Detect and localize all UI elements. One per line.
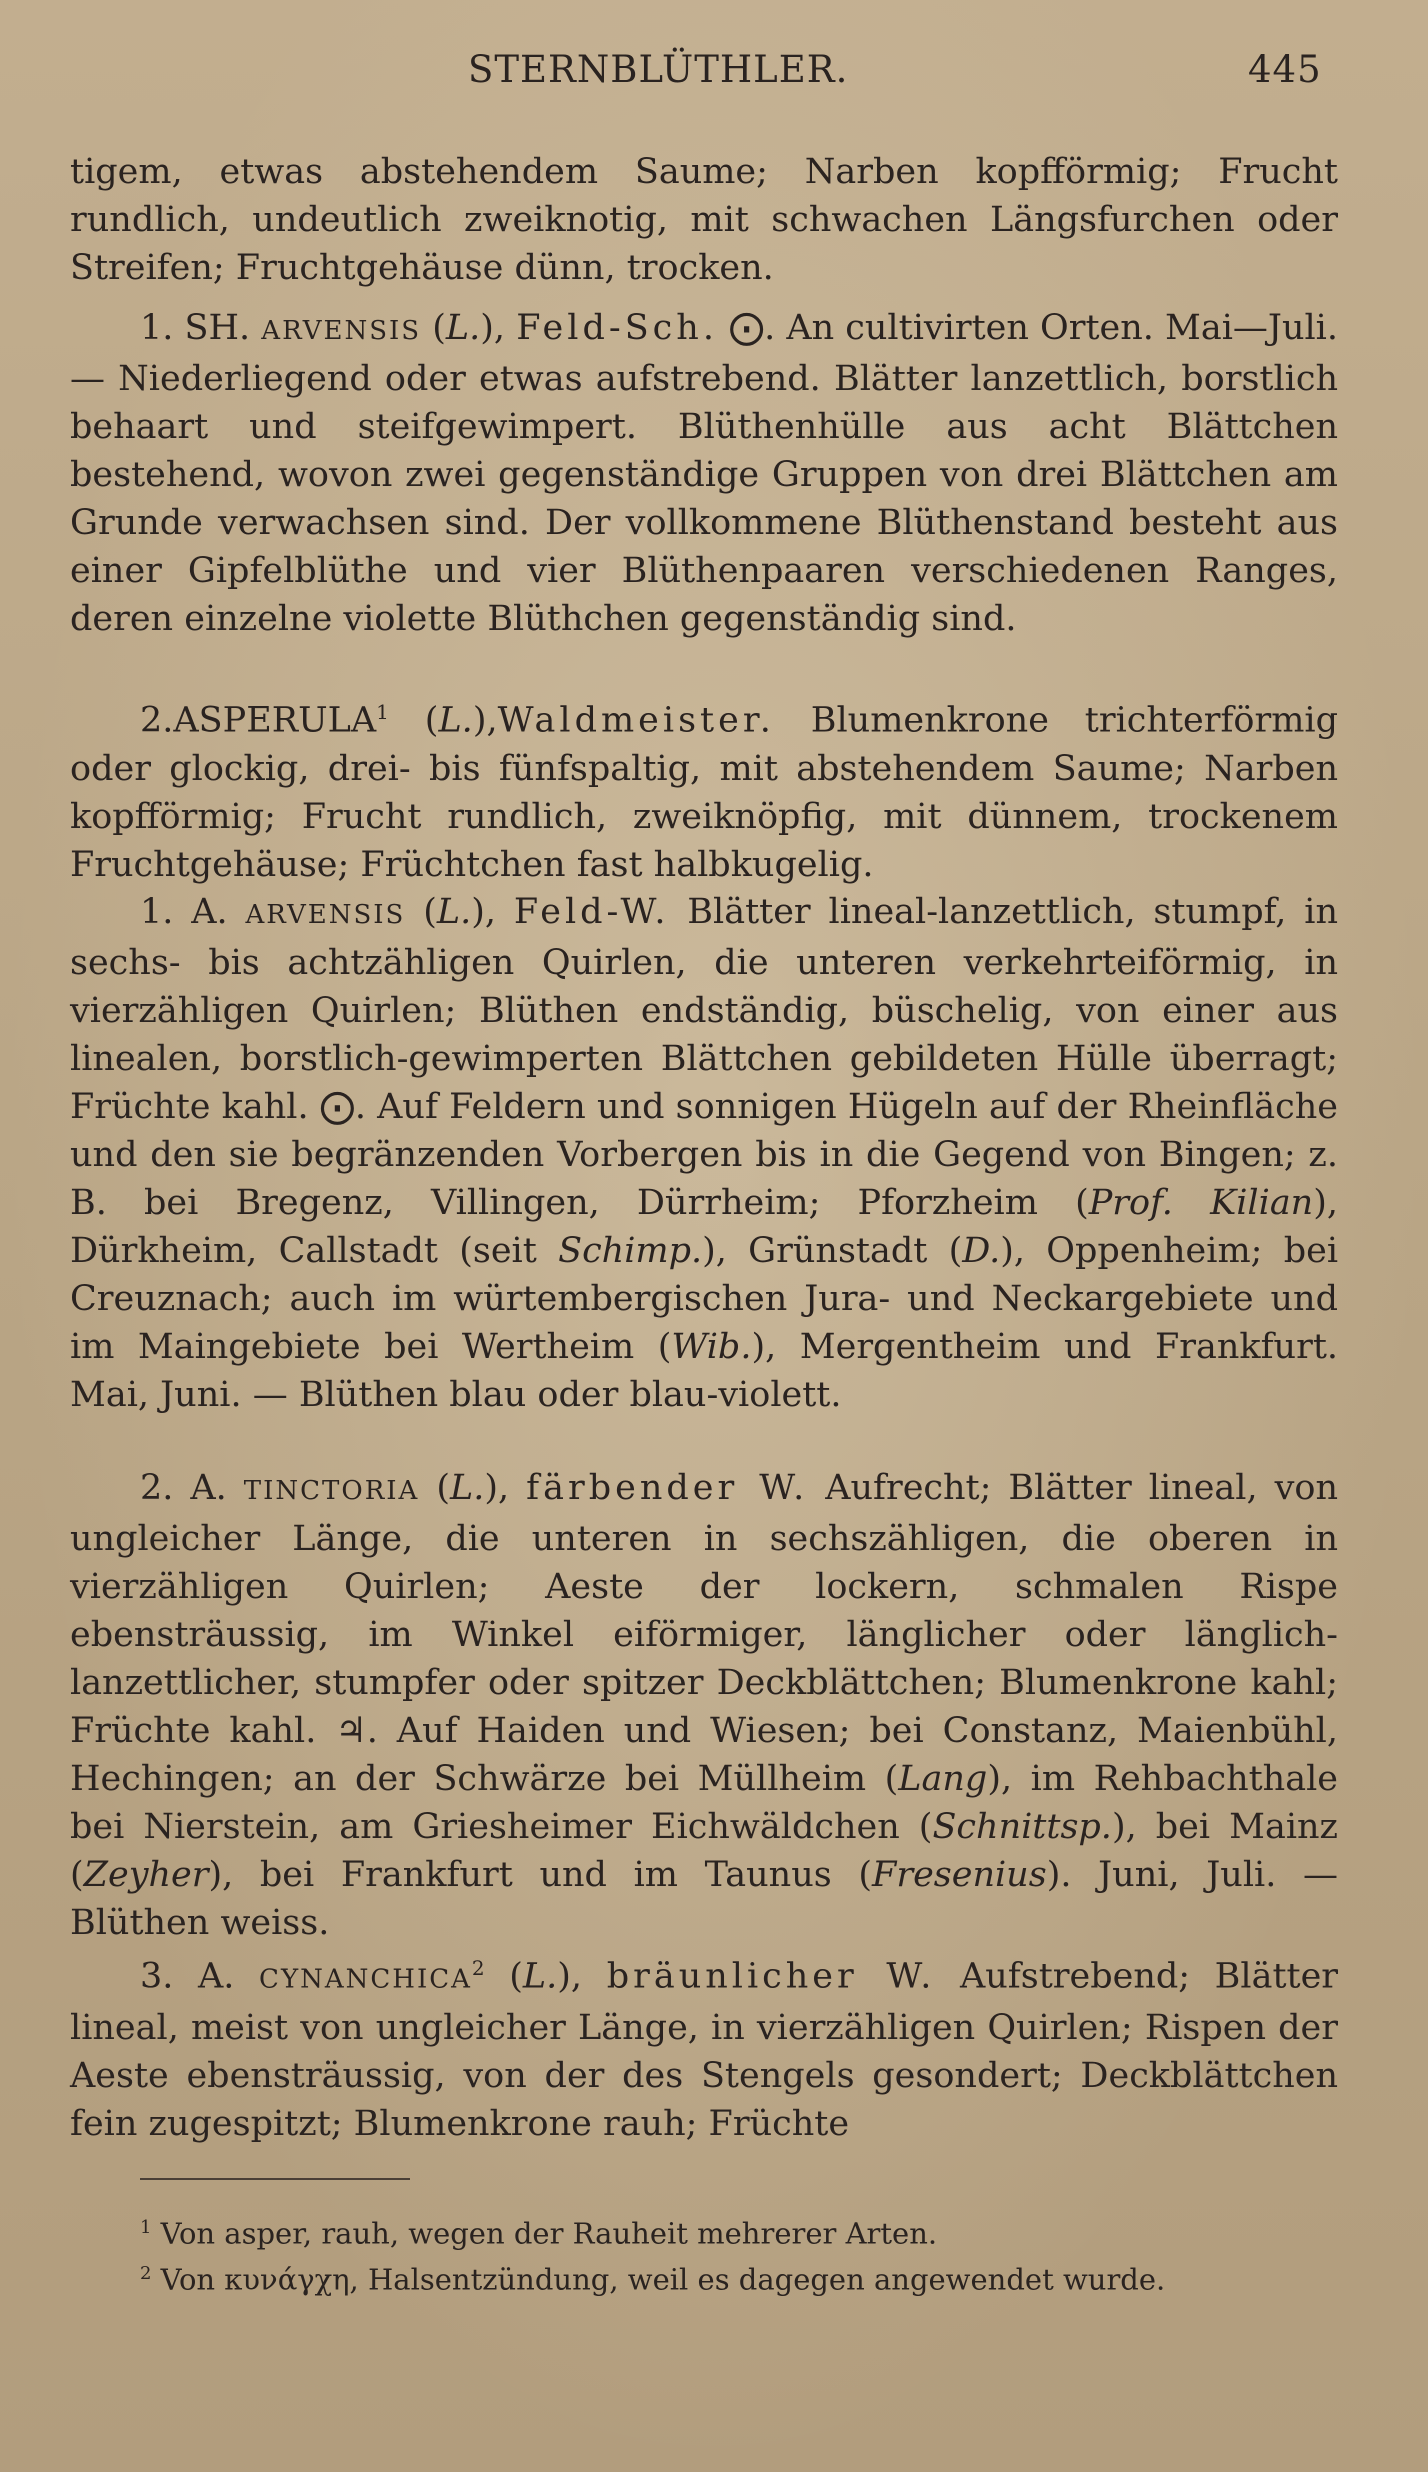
citation: Schnittsp. <box>932 1807 1112 1847</box>
paren: ), <box>480 308 517 348</box>
description: ), Grünstadt ( <box>702 1231 963 1271</box>
common-name: bräunlicher W. <box>606 1956 936 1997</box>
species-entry-a-arvensis <box>70 888 1338 1419</box>
footnote-1 <box>140 2208 1340 2254</box>
species-name: ARVENSIS <box>261 316 422 346</box>
paragraph-text <box>70 888 1338 1419</box>
entry-number: 2. A. <box>140 1468 227 1508</box>
description: ), bei Frankfurt und im Taunus ( <box>208 1855 873 1895</box>
genus-entry-asperula <box>70 688 1338 889</box>
paragraph-text <box>70 304 1338 643</box>
description: ), im Rehbachthale bei Nierstein, am Griesheimer Eichwäldchen ( <box>70 1759 1338 1847</box>
description: ), bei Mainz ( <box>70 1807 1338 1895</box>
entry-number: 2. <box>140 700 174 741</box>
entry-number: 3. A. <box>140 1956 235 1997</box>
footnote-text: Von κυνάγχη, Halsentzündung, weil es dagegen angewendet wurde. <box>160 2262 1166 2297</box>
paragraph-text: tigem, etwas abstehendem Saume; Narben kopfförmig; Frucht rundlich, undeutlich zweiknotig, mit schwachen Längsfurchen oder Streifen; Fruchtgehäuse dünn, trocken. <box>70 152 1338 288</box>
paren: ), <box>557 1956 607 1997</box>
footnote-mark: 1 <box>140 2217 152 2238</box>
author: L. <box>450 1468 485 1508</box>
common-name: Feld-Sch. <box>516 308 718 348</box>
paren: ), <box>471 892 514 932</box>
annual-symbol: ⨀. <box>717 308 787 348</box>
description: ), Dürkheim, Callstadt (seit <box>70 1183 1339 1271</box>
author: L. <box>522 1956 558 1997</box>
paragraph-text <box>70 1464 1338 1947</box>
footnote-ref: 2 <box>471 1956 485 1980</box>
entry-number: 1. SH. <box>140 308 251 348</box>
citation: Wib. <box>671 1327 752 1367</box>
description: Aufrecht; Blätter lineal, von ungleicher Länge, die unteren in sechszähligen, die oberen in vierzähligen Quirlen; Aeste der lockern, schmalen Rispe ebensträussig, im Winkel eiförmiger, länglicher oder länglich-lanzettlicher, stumpfer oder spitzer Deckblättchen; Blumenkrone kahl; Früchte kahl. ♃. Auf Haiden und Wiesen; bei Constanz, Maienbühl, Hechingen; an der Schwärze bei Müllheim ( <box>70 1468 1338 1799</box>
running-title: STERNBLÜTHLER. <box>468 48 849 91</box>
citation: Lang <box>898 1759 988 1799</box>
paren: ( <box>421 308 446 348</box>
common-name: färbender W. <box>526 1468 809 1508</box>
paragraph-text <box>70 688 1338 889</box>
running-header <box>0 48 1428 108</box>
citation: Schimp. <box>558 1231 703 1271</box>
author: L. <box>445 308 481 348</box>
footnote-text: Von asper, rauh, wegen der Rauheit mehrerer Arten. <box>160 2216 938 2251</box>
paren: ( <box>484 1956 523 1997</box>
description: Aufstrebend; Blätter lineal, meist von ungleicher Länge, in vierzähligen Quirlen; Rispen der Aeste ebensträussig, von der des Stengels gesondert; Deckblättchen fein zugespitzt; Blumenkrone rauh; Früchte <box>70 1956 1339 2144</box>
description: ). Juni, Juli. — Blüthen weiss. <box>70 1855 1338 1943</box>
citation: D. <box>962 1231 1001 1271</box>
species-name: ARVENSIS <box>245 900 406 930</box>
common-name: Waldmeister. <box>497 700 775 741</box>
description: Blumenkrone trichterförmig oder glockig, drei- bis fünfspaltig, mit abstehendem Saume; Narben kopfförmig; Frucht rundlich, zweiknöpfig, mit dünnem, trockenem Fruchtgehäuse; Früchtchen fast halbkugelig. <box>70 700 1338 885</box>
description: ), Mergentheim und Frankfurt. Mai, Juni. — Blüthen blau oder blau-violett. <box>70 1327 1339 1415</box>
description: ), Oppenheim; bei Creuznach; auch im würtembergischen Jura- und Neckargebiete und im Maingebiete bei Wertheim ( <box>70 1231 1339 1367</box>
citation: Prof. Kilian <box>1088 1183 1314 1223</box>
species-entry-sh-arvensis <box>70 304 1338 643</box>
paren: ), <box>472 700 498 741</box>
citation: Zeyher <box>83 1855 209 1895</box>
citation: Fresenius <box>872 1855 1047 1895</box>
author: L. <box>436 892 472 932</box>
paren: ( <box>405 892 437 932</box>
paragraph-text <box>70 1944 1338 2148</box>
species-name: CYNANCHICA <box>259 1964 472 1995</box>
page-number: 445 <box>1248 48 1322 91</box>
species-entry-a-tinctoria <box>70 1464 1338 1947</box>
species-name: TINCTORIA <box>243 1476 420 1506</box>
footnotes <box>140 2208 1340 2299</box>
footnote-2 <box>140 2254 1340 2300</box>
paren: ), <box>484 1468 527 1508</box>
genus-name: ASPERULA <box>173 700 377 741</box>
common-name: Feld-W. <box>513 892 670 932</box>
paren: ( <box>419 1468 450 1508</box>
author: L. <box>438 700 473 741</box>
entry-number: 1. A. <box>140 892 228 932</box>
footnote-divider <box>140 2178 410 2180</box>
footnote-mark: 2 <box>140 2262 152 2284</box>
description: An cultivirten Orten. Mai—Juli. — Niederliegend oder etwas aufstrebend. Blätter lanzettlich, borstlich behaart und steifgewimpert. Blüthenhülle aus acht Blättchen bestehend, wovon zwei gegenständige Gruppen von drei Blättchen am Grunde verwachsen sind. Der vollkommene Blüthenstand besteht aus einer Gipfelblüthe und vier Blüthenpaaren verschiedenen Ranges, deren einzelne violette Blüthchen gegenständig sind. <box>70 308 1339 639</box>
paren: ( <box>388 700 439 741</box>
paragraph-continuation <box>70 148 1338 292</box>
species-entry-a-cynanchica <box>70 1944 1338 2148</box>
description: Blätter lineal-lanzettlich, stumpf, in sechs- bis achtzähligen Quirlen, die unteren verkehrteiförmig, in vierzähligen Quirlen; Blüthen endständig, büschelig, von einer aus linealen, borstlich-gewimperten Blättchen gebildeten Hülle überragt; Früchte kahl. ⨀. Auf Feldern und sonnigen Hügeln auf der Rheinfläche und den sie begränzenden Vorbergen bis in die Gegend von Bingen; z. B. bei Bregenz, Villingen, Dürrheim; Pforzheim ( <box>70 892 1339 1223</box>
footnote-ref: 1 <box>376 700 389 724</box>
